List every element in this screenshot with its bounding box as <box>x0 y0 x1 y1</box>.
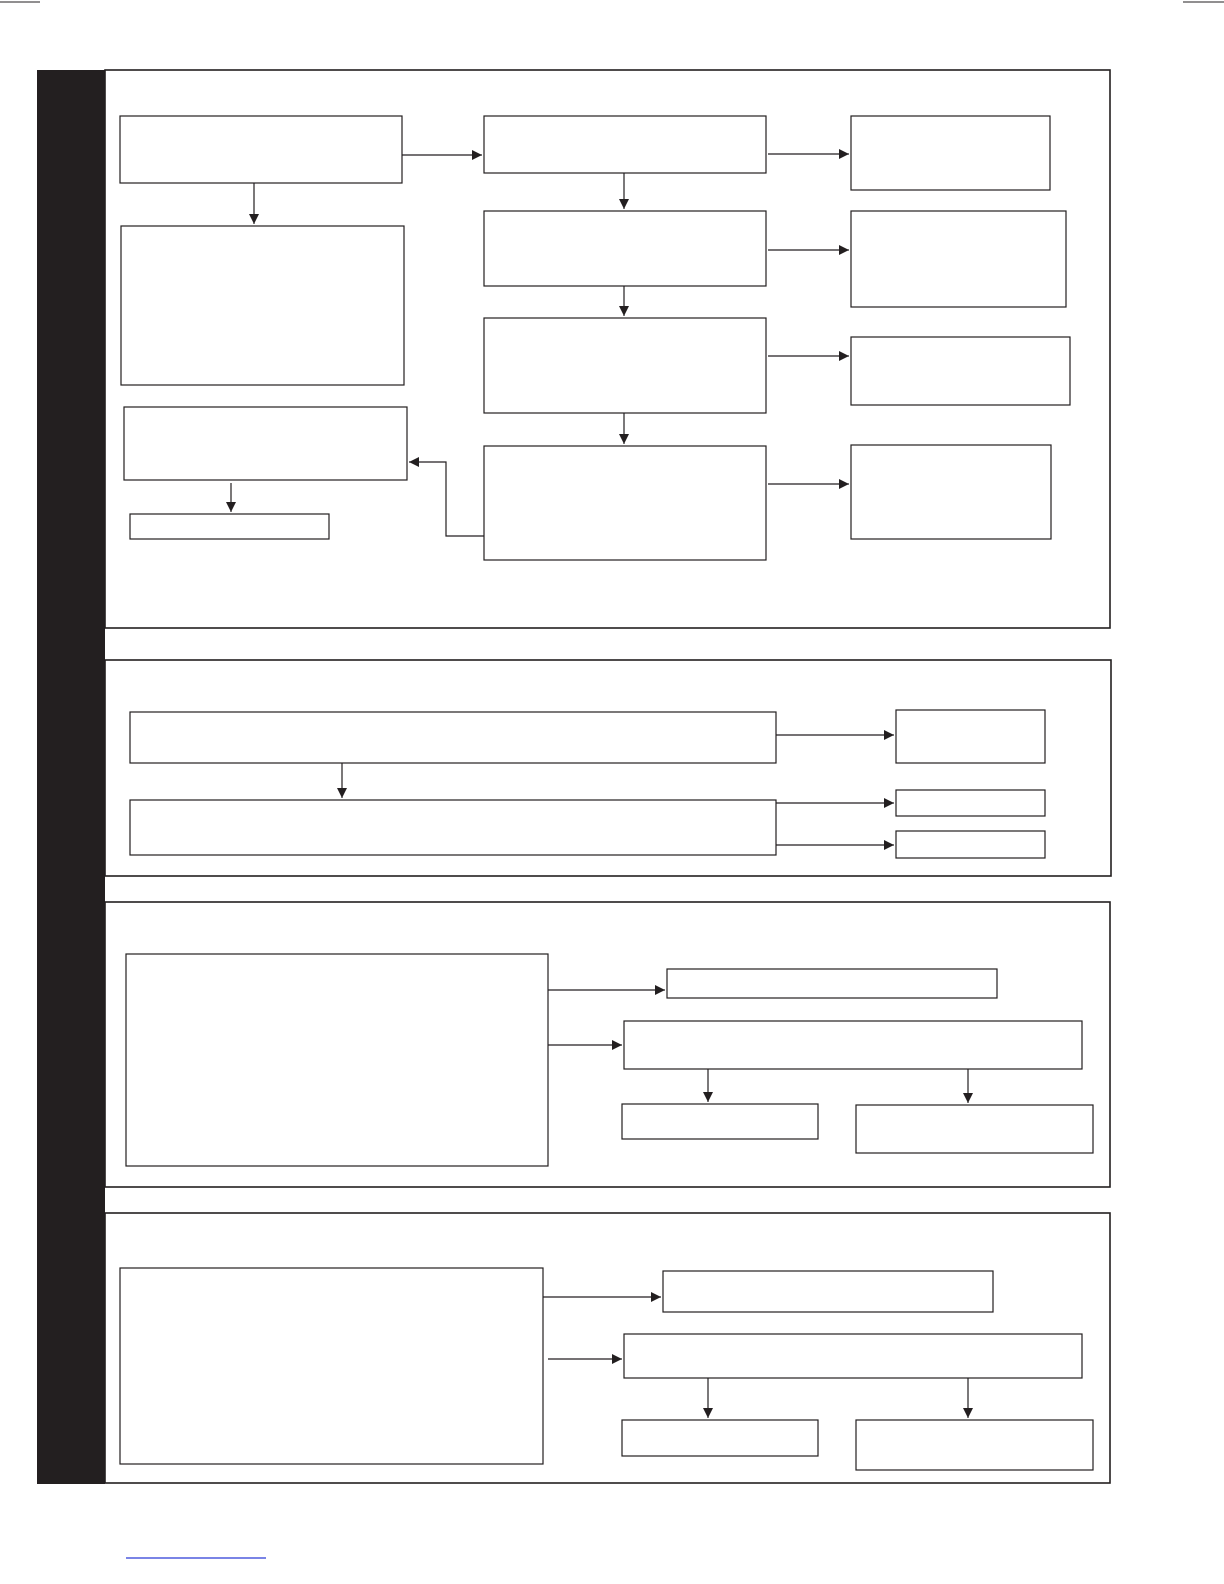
s1-center-1-box <box>484 116 766 173</box>
s2-wide-top-box <box>130 712 776 763</box>
section-4 <box>105 1213 1110 1483</box>
s3-left-large-box <box>126 954 548 1166</box>
s1-left-detail-box <box>121 226 404 385</box>
s3-bottom-right-box <box>856 1105 1093 1153</box>
s4-bottom-left-box <box>622 1420 818 1456</box>
s3-top-right-box <box>667 969 997 998</box>
s3-mid-right-box <box>624 1021 1082 1069</box>
s1-right-3-box <box>851 337 1070 405</box>
sidebar-band <box>37 70 105 1484</box>
s1-right-1-box <box>851 116 1050 190</box>
section-2 <box>105 660 1111 876</box>
s2-right-mid-box <box>896 790 1045 816</box>
s4-mid-right-box <box>624 1334 1082 1378</box>
s1-center-3-box <box>484 318 766 413</box>
s3-bottom-left-box <box>622 1104 818 1139</box>
s4-top-right-box <box>663 1271 993 1312</box>
s1-center-2-box <box>484 211 766 286</box>
s4-bottom-right-box <box>856 1420 1093 1470</box>
s2-wide-bottom-box <box>130 800 776 855</box>
s1-center-4-box <box>484 446 766 560</box>
s2-right-top-box <box>896 710 1045 763</box>
section-3 <box>105 902 1110 1187</box>
s2-right-bottom-box <box>896 831 1045 858</box>
s1-top-left-box <box>120 116 402 183</box>
s4-left-large-box <box>120 1268 543 1464</box>
s1-left-lower-box <box>124 407 407 480</box>
s1-left-small-box <box>130 514 329 539</box>
s1-right-4-box <box>851 445 1051 539</box>
s1-right-2-box <box>851 211 1066 307</box>
section-1 <box>105 70 1110 628</box>
